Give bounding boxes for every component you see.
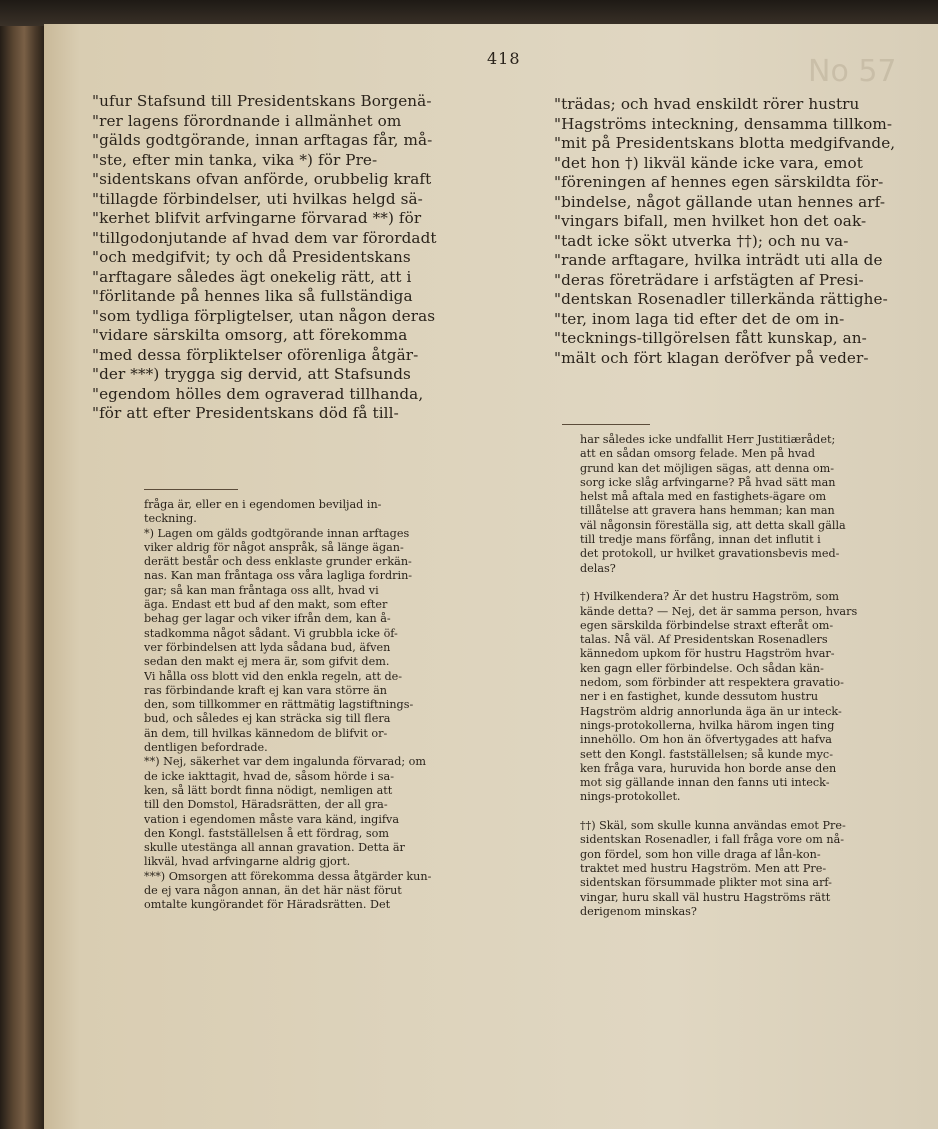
footnote-line: äga. Endast ett bud af den makt, som efter <box>144 598 388 612</box>
footnote-line: nings-protokollet. <box>580 790 681 804</box>
text-line: "rande arftagare, hvilka inträdt uti alla de <box>554 251 883 269</box>
footnote-line: skulle utestänga all annan gravation. Detta är <box>144 841 405 855</box>
text-line: "gälds godtgörande, innan arftagas får, må- <box>92 131 433 149</box>
footnote-line: ken gagn eller förbindelse. Och sådan kän- <box>580 661 824 675</box>
footnote-line: ***) Omsorgen att förekomma dessa åtgärder kun- <box>144 869 432 883</box>
text-line: "tillagde förbindelser, uti hvilkas helgd sä- <box>92 189 423 208</box>
footnote-line: vingar, huru skall väl hustru Hagströms rätt <box>580 890 831 904</box>
footnote-line: till den Domstol, Häradsrätten, der all gra- <box>144 798 388 812</box>
footnote-line: talas. Nå väl. Af Presidentskan Rosenadlers <box>580 633 828 647</box>
footnote-line: egen särskilda förbindelse straxt efteråt om- <box>580 618 834 632</box>
footnote-line: teckning. <box>144 512 197 526</box>
footnote-line: dentligen befordrade. <box>144 741 268 755</box>
footnote-line: gon fördel, som hon ville draga af lån-kon- <box>580 847 821 861</box>
footnote-line: sedan den makt ej mera är, som gifvit dem. <box>144 655 390 669</box>
text-line: "egendom hölles dem ograverad tillhanda, <box>92 384 424 403</box>
footnote-line: delas? <box>580 561 616 575</box>
footnote-line: kände detta? — Nej, det är samma person, hvars <box>580 604 858 618</box>
text-line: "arftagare således ägt onekelig rätt, att i <box>92 267 412 286</box>
footnote-line: ††) Skäl, som skulle kunna användas emot Pre- <box>580 819 846 833</box>
footnote-line: mot sig gällande innan den fanns uti inteck- <box>580 776 830 790</box>
text-line: "för att efter Presidentskans död få till- <box>92 404 399 422</box>
footnote-line: de icke iakttagit, hvad de, såsom hörde i sa- <box>144 769 394 783</box>
footnote-line: det protokoll, ur hvilket gravationsbevis med- <box>580 547 840 561</box>
footnote-line: Hagström aldrig annorlunda äga än ur inteck- <box>580 704 842 718</box>
footnote-line: den Kongl. fastställelsen å ett fördrag, som <box>144 826 389 840</box>
footnote-line: sidentskan Rosenadler, i fall fråga vore om nå- <box>580 833 845 847</box>
footnote-line: den, som tillkommer en rättmätig lagstiftnings- <box>144 698 414 712</box>
footnote-line: viker aldrig för något anspråk, så länge ägan- <box>144 540 404 554</box>
footnote-line: ken fråga vara, huruvida hon borde anse den <box>580 761 837 775</box>
footnote-line: traktet med hustru Hagström. Men att Pre- <box>580 861 827 875</box>
footnote-line: nings-protokollerna, hvilka härom ingen ting <box>580 718 835 732</box>
book-spine <box>0 26 44 1129</box>
text-line: "vingars bifall, men hvilket hon det oak- <box>554 212 867 230</box>
footnote-line: omtalte kungörandet för Häradsrätten. Det <box>144 898 391 912</box>
text-line: "dentskan Rosenadler tillerkända rättighe- <box>554 290 888 308</box>
text-line: "Hagströms inteckning, densamma tillkom- <box>554 114 893 133</box>
text-line: "tadt icke sökt utverka ††); och nu va- <box>554 231 849 250</box>
text-line: "bindelse, något gällande utan hennes arf- <box>554 192 886 211</box>
text-line: "trädas; och hvad enskildt rörer hustru <box>554 95 860 113</box>
text-line: "som tydliga förpligtelser, utan någon deras <box>92 306 436 325</box>
footnote-line: än dem, till hvilkas kännedom de blifvit or- <box>144 726 388 740</box>
footnote-line: likväl, hvad arfvingarne aldrig gjort. <box>144 855 351 869</box>
footnote-line: har således icke undfallit Herr Justitiærådet; <box>580 433 836 446</box>
left-footnotes <box>144 498 544 913</box>
footnote-line: till tredje mans förfång, innan det influtit i <box>580 533 821 547</box>
footnote-line <box>580 576 936 590</box>
footnote-line: stadkomma något sådant. Vi grubbla icke öf- <box>144 626 398 640</box>
left-footnote-rule <box>144 489 238 490</box>
footnote-line: derätt består och dess enklaste grunder erkän- <box>144 555 412 569</box>
footnote-line: att en sådan omsorg felade. Men på hvad <box>580 447 815 461</box>
footnote-line: vation i egendomen måste vara känd, ingifva <box>144 812 400 826</box>
right-footnotes <box>580 433 936 919</box>
text-line: "sidentskans ofvan anförde, orubbelig kraft <box>92 170 432 188</box>
footnote-line: grund kan det möjligen sägas, att denna om- <box>580 461 835 475</box>
text-line: "förlitande på hennes lika så fullständiga <box>92 287 413 305</box>
text-line: "deras företrädare i arfstägten af Presi- <box>554 270 864 289</box>
footnote-line: ner i en fastighet, kunde dessutom hustru <box>580 690 819 704</box>
text-line: "vidare särskilta omsorg, att förekomma <box>92 326 408 344</box>
footnote-line: helst må aftala med en fastighets-ägare om <box>580 490 827 504</box>
footnote-line: nedom, som förbinder att respektera gravatio- <box>580 676 844 690</box>
text-line: "rer lagens förordnande i allmänhet om <box>92 111 402 130</box>
text-line: "der ***) trygga sig dervid, att Stafsunds <box>92 365 411 383</box>
text-line: "ter, inom laga tid efter det de om in- <box>554 309 845 328</box>
library-stamp: No 57 <box>808 54 897 89</box>
footnote-line: kännedom upkom för hustru Hagström hvar- <box>580 647 835 661</box>
text-line: "mält och fört klagan deröfver på veder- <box>554 348 869 367</box>
footnote-line: de ej vara någon annan, än det här näst förut <box>144 884 402 898</box>
footnote-line: bud, och således ej kan sträcka sig till flera <box>144 712 391 726</box>
page-number: 418 <box>487 49 521 68</box>
footnote-line: derigenom minskas? <box>580 904 697 918</box>
text-line: "med dessa förpliktelser oförenliga åtgär- <box>92 345 419 364</box>
text-line: "mit på Presidentskans blotta medgifvande, <box>554 134 896 152</box>
footnote-line: †) Hvilkendera? Är det hustru Hagström, som <box>580 590 839 604</box>
footnote-line: nas. Kan man fråntaga oss våra lagliga fordrin- <box>144 569 413 583</box>
footnote-line: sidentskan försummade plikter mot sina arf- <box>580 876 832 890</box>
footnote-line: ras förbindande kraft ej kan vara större än <box>144 683 387 697</box>
footnote-line: fråga är, eller en i egendomen beviljad in- <box>144 498 382 511</box>
left-column-text <box>92 92 542 424</box>
text-line: "ufur Stafsund till Presidentskans Borgenä- <box>92 92 432 110</box>
footnote-line: *) Lagen om gälds godtgörande innan arftages <box>144 526 410 540</box>
right-column-text <box>554 95 934 368</box>
top-shadow <box>0 0 938 26</box>
footnote-line: ver förbindelsen att lyda sådana bud, äfven <box>144 640 391 654</box>
footnote-line: ken, så lätt bordt finna nödigt, nemligen att <box>144 783 393 797</box>
footnote-line <box>580 805 936 819</box>
text-line: "kerhet blifvit arfvingarne förvarad **) för <box>92 209 422 227</box>
footnote-line: gar; så kan man fråntaga oss allt, hvad vi <box>144 583 379 597</box>
footnote-line: Vi hålla oss blott vid den enkla regeln, att de- <box>144 669 403 683</box>
footnote-line: sett den Kongl. fastställelsen; så kunde myc- <box>580 747 833 761</box>
footnote-line: tillåtelse att gravera hans hemman; kan man <box>580 504 835 518</box>
footnote-line: behag ger lagar och viker ifrån dem, kan å- <box>144 612 391 626</box>
footnote-line: väl någonsin föreställa sig, att detta skall gälla <box>580 518 846 532</box>
right-footnote-rule <box>562 424 650 425</box>
footnote-line: **) Nej, säkerhet var dem ingalunda förvarad; om <box>144 755 427 769</box>
text-line: "ste, efter min tanka, vika *) för Pre- <box>92 150 378 169</box>
text-line: "föreningen af hennes egen särskildta för- <box>554 173 884 191</box>
text-line: "tillgodonjutande af hvad dem var förordadt <box>92 228 437 247</box>
text-line: "det hon †) likväl kände icke vara, emot <box>554 153 863 172</box>
text-line: "och medgifvit; ty och då Presidentskans <box>92 248 411 266</box>
footnote-line: sorg icke slåg arfvingarne? På hvad sätt man <box>580 475 836 489</box>
footnote-line: innehöllo. Om hon än öfvertygades att hafva <box>580 733 832 747</box>
text-line: "tecknings-tillgörelsen fått kunskap, an- <box>554 329 867 347</box>
